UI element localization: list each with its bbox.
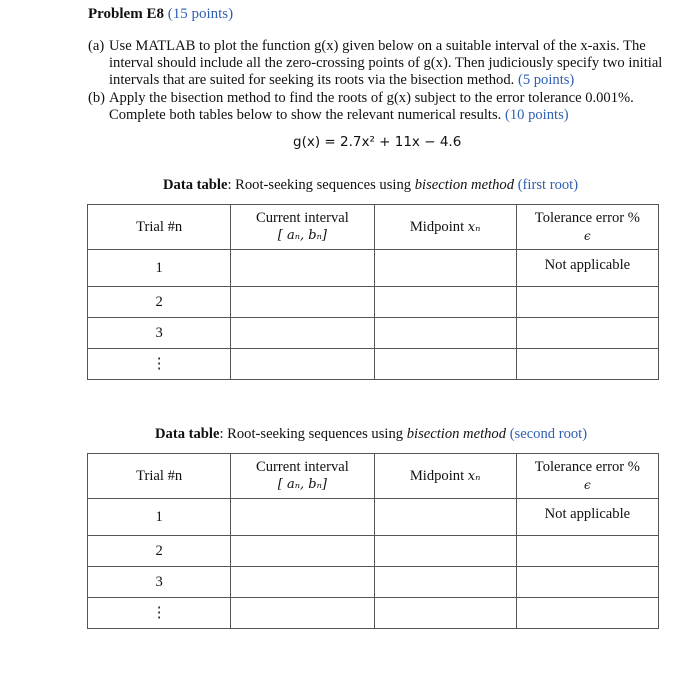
header-midpoint-label: Midpoint <box>409 218 465 235</box>
header-interval-line1: Current interval <box>255 210 349 226</box>
header-tolerance <box>516 205 658 250</box>
trial-cell: 1 <box>88 250 231 287</box>
interval-cell[interactable] <box>231 349 374 380</box>
header-interval <box>231 454 374 499</box>
tolerance-cell: Not applicable <box>516 250 658 287</box>
part-b-marker: (b) <box>88 90 106 106</box>
table2-caption-method: bisection method <box>406 426 507 442</box>
header-tolerance <box>516 454 658 499</box>
part-b-points: (10 points) <box>504 107 569 123</box>
part-a-marker: (a) <box>88 38 105 54</box>
header-tolerance-line2: ϵ <box>584 478 591 492</box>
table1-caption-label: Data table <box>163 177 228 193</box>
tolerance-cell[interactable] <box>516 536 658 567</box>
interval-cell[interactable] <box>231 598 374 629</box>
trial-cell: ⋮ <box>88 349 231 380</box>
problem-label: Problem E8 <box>88 6 164 22</box>
table2-caption-label: Data table <box>155 426 220 442</box>
header-interval <box>231 205 374 250</box>
midpoint-cell[interactable] <box>374 598 516 629</box>
header-tolerance-line1: Tolerance error % <box>534 210 640 226</box>
tolerance-cell[interactable] <box>516 349 658 380</box>
interval-cell[interactable] <box>231 287 374 318</box>
problem-points: (15 points) <box>167 6 234 22</box>
interval-cell[interactable] <box>231 318 374 349</box>
table2-caption <box>155 426 587 443</box>
midpoint-cell[interactable] <box>374 287 516 318</box>
part-a-text: Use MATLAB to plot the function g(x) given below on a suitable interval of the x-axis. The interval should include all the zero-crossing points of g(x). Then judiciously specify two initial intervals that are suited for seeking its roots via the bisection method. <box>109 38 663 88</box>
table1-caption-method: bisection method <box>414 177 515 193</box>
table-row <box>88 567 659 598</box>
part-b-text: Apply the bisection method to find the roots of g(x) subject to the error tolerance 0.001%. Complete both tables below to show the relevant numerical results. <box>109 90 634 123</box>
trial-cell: 3 <box>88 567 231 598</box>
midpoint-cell[interactable] <box>374 567 516 598</box>
table-row <box>88 499 659 536</box>
header-interval-line2: [ aₙ, bₙ] <box>277 228 327 243</box>
table-row <box>88 250 659 287</box>
tolerance-cell[interactable] <box>516 567 658 598</box>
header-midpoint <box>374 205 516 250</box>
table-row <box>88 598 659 629</box>
interval-cell[interactable] <box>231 250 374 287</box>
trial-cell: 3 <box>88 318 231 349</box>
interval-cell[interactable] <box>231 499 374 536</box>
header-midpoint-var: xₙ <box>467 219 481 235</box>
interval-cell[interactable] <box>231 536 374 567</box>
trial-cell: 1 <box>88 499 231 536</box>
header-midpoint <box>374 454 516 499</box>
tolerance-cell[interactable] <box>516 598 658 629</box>
table1-caption-text: : Root-seeking sequences using <box>227 177 415 193</box>
part-a <box>88 38 668 89</box>
table-row <box>88 349 659 380</box>
function-formula: g(x) = 2.7x² + 11x − 4.6 <box>293 134 462 150</box>
interval-cell[interactable] <box>231 567 374 598</box>
table-row <box>88 287 659 318</box>
tolerance-cell[interactable] <box>516 287 658 318</box>
table2-caption-text: : Root-seeking sequences using <box>219 426 407 442</box>
table-header-row <box>88 205 659 250</box>
table-row <box>88 318 659 349</box>
midpoint-cell[interactable] <box>374 250 516 287</box>
part-b <box>88 90 668 124</box>
trial-cell: 2 <box>88 536 231 567</box>
header-midpoint-var: xₙ <box>467 468 481 484</box>
midpoint-cell[interactable] <box>374 349 516 380</box>
header-interval-line2: [ aₙ, bₙ] <box>277 477 327 492</box>
header-midpoint-label: Midpoint <box>409 467 465 484</box>
trial-cell: ⋮ <box>88 598 231 629</box>
table1-caption-qualifier: (first root) <box>517 177 579 193</box>
midpoint-cell[interactable] <box>374 318 516 349</box>
header-tolerance-line1: Tolerance error % <box>534 459 640 475</box>
header-tolerance-line2: ϵ <box>584 229 591 243</box>
data-table-first-root <box>87 204 659 380</box>
data-table-second-root <box>87 453 659 629</box>
table-header-row <box>88 454 659 499</box>
midpoint-cell[interactable] <box>374 499 516 536</box>
header-trial: Trial #n <box>88 454 231 499</box>
midpoint-cell[interactable] <box>374 536 516 567</box>
table-row <box>88 536 659 567</box>
part-a-points: (5 points) <box>517 72 575 88</box>
table1-caption <box>163 177 578 194</box>
table2-caption-qualifier: (second root) <box>509 426 588 442</box>
trial-cell: 2 <box>88 287 231 318</box>
tolerance-cell[interactable] <box>516 318 658 349</box>
header-interval-line1: Current interval <box>255 459 349 475</box>
problem-title <box>88 6 233 23</box>
tolerance-cell: Not applicable <box>516 499 658 536</box>
header-trial: Trial #n <box>88 205 231 250</box>
